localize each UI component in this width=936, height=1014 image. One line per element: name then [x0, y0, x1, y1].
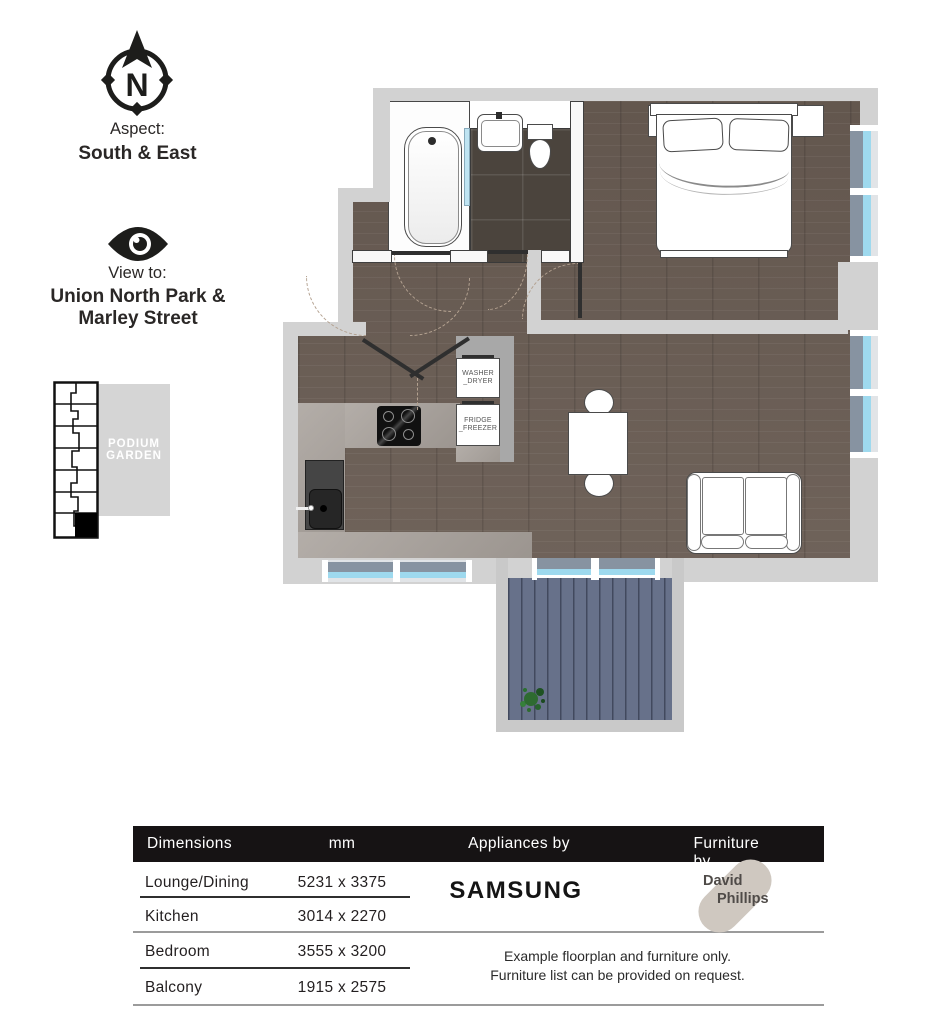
row-divider-3: [140, 967, 410, 969]
podium-garden-label-line1: PODIUM: [108, 438, 160, 450]
fridge-label-1: FRIDGE: [464, 416, 492, 424]
washer-dryer: WASHER _DRYER: [456, 358, 500, 398]
view-value-line2: Marley Street: [78, 308, 198, 329]
header-appliances-by: Appliances by: [468, 835, 570, 852]
row-divider-4: [133, 1004, 824, 1006]
disclaimer-line2: Furniture list can be provided on request.: [490, 967, 745, 983]
podium-garden-label-line2: GARDEN: [106, 450, 162, 462]
row-size: 5231 x 3375: [297, 874, 387, 891]
fridge-freezer: FRIDGE _FREEZER: [456, 404, 500, 446]
table-row: [133, 874, 433, 892]
view-value-line1: Union North Park &: [50, 286, 226, 307]
aspect-label: Aspect:: [109, 120, 166, 138]
washer-label-1: WASHER: [462, 369, 494, 377]
row-room: Balcony: [145, 979, 203, 996]
compass-letter: N: [125, 67, 149, 103]
row-size: 3014 x 2270: [297, 908, 387, 925]
row-size: 3555 x 3200: [297, 943, 387, 960]
washer-label-2: DRYER: [467, 378, 493, 385]
row-divider-1: [140, 896, 410, 898]
table-row: [133, 979, 433, 997]
david-phillips-line2: Phillips: [717, 891, 769, 907]
row-room: Bedroom: [145, 943, 210, 960]
disclaimer-line1: Example floorplan and furniture only.: [504, 948, 731, 964]
david-phillips-logo: [660, 845, 810, 950]
david-phillips-line1: David: [703, 873, 743, 889]
aspect-value: South & East: [78, 143, 197, 164]
row-size: 1915 x 2575: [297, 979, 387, 996]
table-row: [133, 908, 433, 926]
row-room: Kitchen: [145, 908, 199, 925]
samsung-logo: SAMSUNG: [449, 877, 583, 904]
header-furniture-by: Furniture by: [693, 835, 760, 870]
fridge-label-2: FREEZER: [463, 425, 498, 432]
header-dimensions: Dimensions: [147, 835, 232, 852]
header-mm: mm: [328, 835, 356, 852]
table-row: [133, 943, 433, 961]
view-label: View to:: [108, 264, 167, 282]
row-room: Lounge/Dining: [145, 874, 249, 891]
